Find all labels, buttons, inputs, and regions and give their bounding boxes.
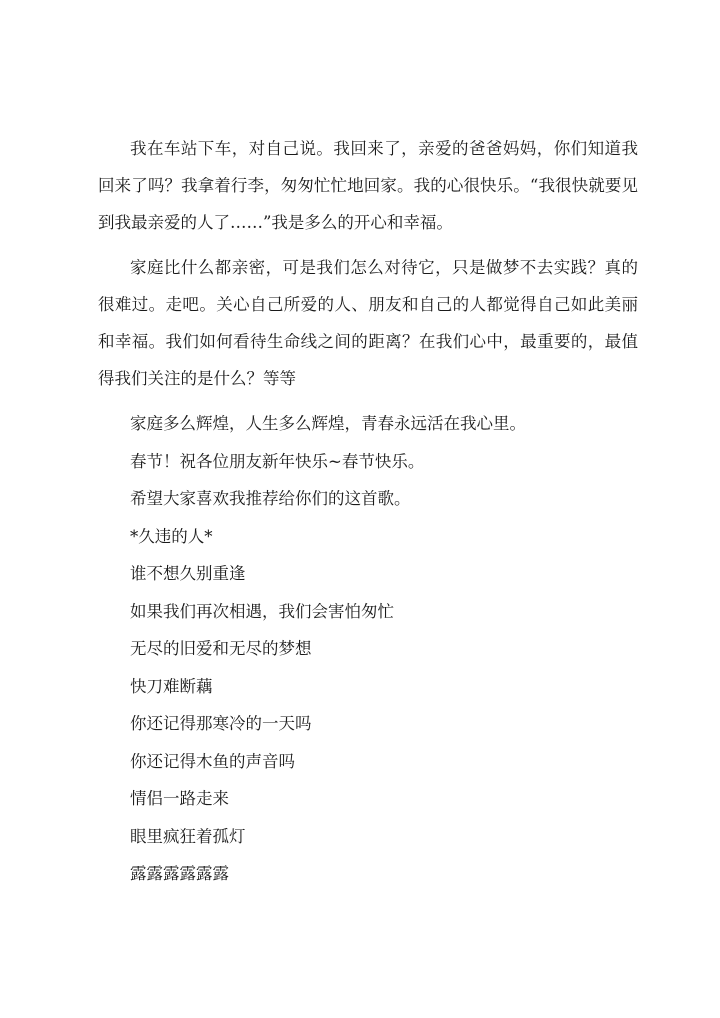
- text-line-family-glory: 家庭多么辉煌，人生多么辉煌，青春永远活在我心里。: [130, 414, 526, 433]
- text-line-spring-festival: 春节！祝各位朋友新年快乐~春节快乐。: [130, 451, 425, 471]
- lyric-line: 你还记得木鱼的声音吗: [130, 751, 295, 771]
- document-body: [98, 130, 638, 893]
- lyric-line: 露露露露露露: [130, 864, 229, 883]
- lyric-line: 眼里疯狂着孤灯: [130, 826, 246, 846]
- text-line-song-recommendation: 希望大家喜欢我推荐给你们的这首歌。: [130, 489, 411, 508]
- lyric-line: 情侣一路走来: [130, 789, 229, 808]
- paragraph-family: 家庭比什么都亲密，可是我们怎么对待它，只是做梦不去实践？真的很难过。走吧。关心自己所爱的人、朋友和自己的人都觉得自己如此美丽和幸福。我们如何看待生命线之间的距离？在我们心中，最重要的，最值得我们关注的是什么？等等: [98, 258, 638, 388]
- lyric-line: 你还记得那寒冷的一天吗: [130, 714, 312, 733]
- lyric-line: 无尽的旧爱和无尽的梦想: [130, 639, 312, 658]
- lyric-line: 快刀难断藕: [130, 676, 213, 696]
- lyric-line: 谁不想久别重逢: [130, 564, 246, 583]
- song-title: *久违的人*: [130, 526, 213, 546]
- paragraph-arrival: 我在车站下车，对自己说。我回来了，亲爱的爸爸妈妈，你们知道我回来了吗？我拿着行李，匆匆忙忙地回家。我的心很快乐。“我很快就要见到我最亲爱的人了……”我是多么的开心和幸福。: [98, 139, 638, 232]
- lyric-line: 如果我们再次相遇，我们会害怕匆忙: [130, 601, 394, 621]
